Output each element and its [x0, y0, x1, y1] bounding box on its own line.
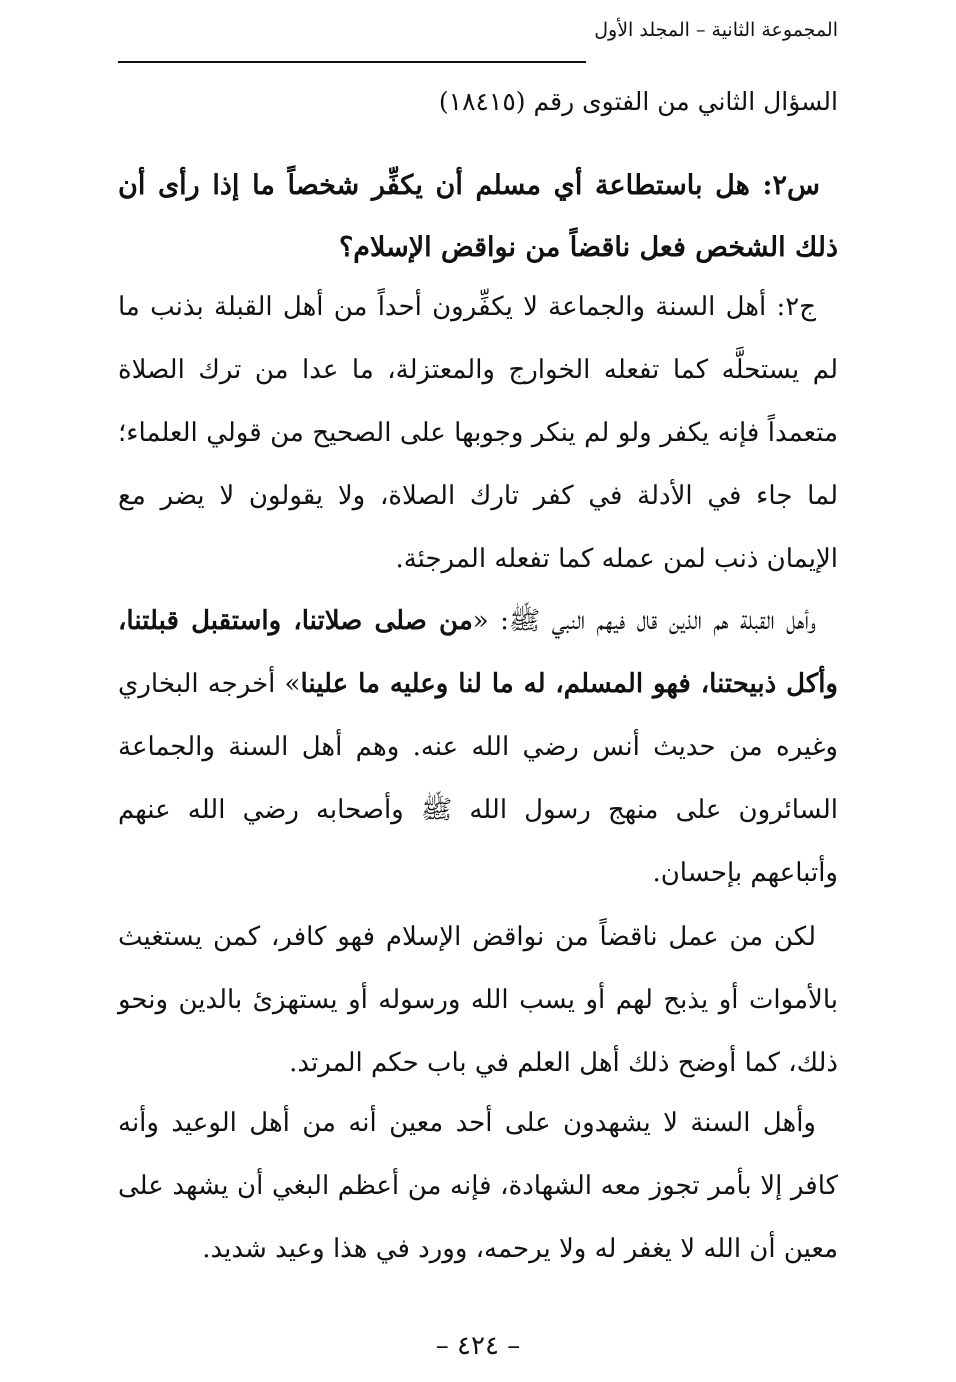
page-number: – ٤٢٤ –	[435, 1331, 521, 1361]
answer-paragraph-1: ج٢: أهل السنة والجماعة لا يكفِّرون أحداً من أهل القبلة بذنب ما لم يستحلَّه كما تفعله الخوارج والمعتزلة، ما عدا من ترك الصلاة متعمداً فإنه يكفر ولو لم ينكر وجوبها على الصحيح من قولي العلماء؛ لما جاء في الأدلة في كفر تارك الصلاة، ولا يقولون لا يضر مع الإيمان ذنب لمن عمله كما تفعله المرجئة.	[118, 292, 838, 574]
running-header: المجموعة الثانية – المجلد الأول	[594, 19, 838, 41]
document-page	[118, 14, 838, 1364]
answer-paragraph-2	[118, 590, 838, 905]
fatwa-subheading: السؤال الثاني من الفتوى رقم (١٨٤١٥)	[438, 87, 838, 116]
header-rule	[118, 61, 586, 63]
question-text: س٢: هل باستطاعة أي مسلم أن يكفِّر شخصاً ما إذا رأى أن ذلك الشخص فعل ناقضاً من نواقض الإسلام؟	[118, 170, 838, 263]
answer-paragraph-3: لكن من عمل ناقضاً من نواقض الإسلام فهو كافر، كمن يستغيث بالأموات أو يذبح لهم أو يسب الله ورسوله أو يستهزئ بالدين ونحو ذلك، كما أوضح ذلك أهل العلم في باب حكم المرتد.	[118, 922, 838, 1078]
hadith-quote: من صلى صلاتنا، واستقبل قبلتنا، وأكل ذبيحتنا، فهو المسلم، له ما لنا وعليه ما علينا	[118, 606, 838, 699]
hadith-intro: وأهل القبلة هم الذين قال فيهم النبي ﷺ: «	[472, 606, 816, 636]
hadith-source: » أخرجه البخاري وغيره من حديث أنس رضي الله عنه. وهم أهل السنة والجماعة السائرون على منهج رسول الله ﷺ وأصحابه رضي الله عنهم وأتباعهم بإحسان.	[118, 669, 838, 888]
answer-paragraph-4: وأهل السنة لا يشهدون على أحد معين أنه من أهل الوعيد وأنه كافر إلا بأمر تجوز معه الشهادة، فإنه من أعظم البغي أن يشهد على معين أن الله لا يغفر له ولا يرحمه، وورد في هذا وعيد شديد.	[118, 1108, 838, 1264]
